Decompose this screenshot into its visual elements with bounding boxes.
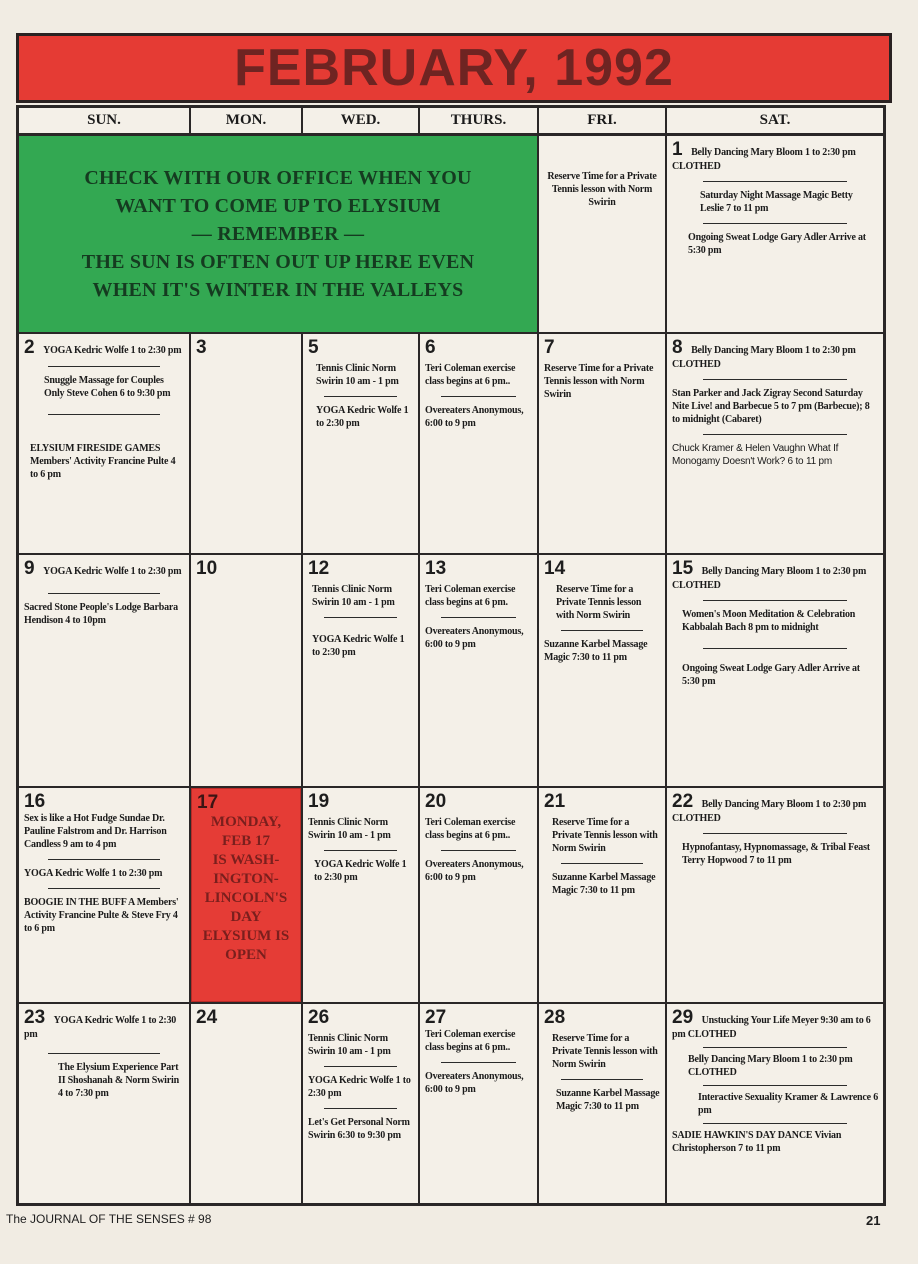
event: Reserve Time for a Private Tennis lesson with Norm Swirin: [552, 817, 658, 854]
event: Overeaters Anonymous, 6:00 to 9 pm: [425, 1071, 524, 1095]
event: Teri Coleman exercise class begins at 6 pm.: [425, 584, 516, 608]
event: Tennis Clinic Norm Swirin 10 am - 1 pm: [308, 817, 391, 841]
divider: [703, 648, 847, 650]
event: Women's Moon Meditation & Celebration Kabbalah Bach 8 pm to midnight: [682, 609, 856, 633]
event: Belly Dancing Mary Bloom 1 to 2:30 pm CLOTHED: [672, 566, 867, 591]
day-header-sun: SUN.: [19, 108, 191, 136]
day-cell-24: [191, 1004, 303, 1203]
day-number: 3: [196, 337, 207, 358]
notice-line: THE SUN IS OFTEN OUT UP HERE EVEN: [81, 251, 475, 273]
day-cell-14: [539, 555, 667, 788]
event: Interactive Sexuality Kramer & Lawrence 6 pm: [698, 1092, 878, 1116]
divider: [48, 366, 160, 368]
divider: [48, 888, 160, 890]
day-header-sat: SAT.: [667, 108, 883, 136]
event: Tennis Clinic Norm Swirin 10 am - 1 pm: [316, 363, 399, 387]
event: Ongoing Sweat Lodge Gary Adler Arrive at 5:30 pm: [688, 232, 866, 256]
day-number: 13: [425, 558, 447, 579]
divider: [48, 1053, 160, 1055]
divider: [703, 223, 847, 225]
day-number: 8: [672, 337, 683, 358]
day-cell-19: [303, 788, 420, 1004]
divider: [441, 396, 516, 398]
divider: [703, 833, 847, 835]
event: Suzanne Karbel Massage Magic 7:30 to 11 pm: [544, 639, 648, 663]
divider: [703, 181, 847, 183]
divider: [703, 379, 847, 381]
divider: [561, 1079, 642, 1081]
divider: [441, 850, 516, 852]
notice-line: — REMEMBER —: [191, 223, 365, 245]
notice-line: CHECK WITH OUR OFFICE WHEN YOU: [84, 167, 472, 189]
holiday-line: OPEN: [225, 947, 267, 963]
holiday-line: LINCOLN'S: [204, 890, 288, 906]
day-number: 29: [672, 1007, 694, 1028]
event: Overeaters Anonymous, 6:00 to 9 pm: [425, 859, 524, 883]
event: Chuck Kramer & Helen Vaughn What If Monogamy Doesn't Work? 6 to 11 pm: [672, 443, 839, 467]
day-number: 15: [672, 558, 694, 579]
day-number: 27: [425, 1007, 447, 1028]
event: Teri Coleman exercise class begins at 6 pm..: [425, 817, 516, 841]
day-number: 6: [425, 337, 436, 358]
day-cell-9: [19, 555, 191, 788]
event: YOGA Kedric Wolfe 1 to 2:30 pm: [24, 1015, 177, 1040]
divider: [48, 414, 160, 416]
day-cell-28: [539, 1004, 667, 1203]
event: Reserve Time for a Private Tennis lesson with Norm Swirin: [556, 584, 642, 621]
month-banner: [16, 33, 892, 103]
event: YOGA Kedric Wolfe 1 to 2:30 pm: [314, 859, 407, 883]
event: Let's Get Personal Norm Swirin 6:30 to 9:30 pm: [308, 1117, 410, 1141]
day-cell-20: [420, 788, 539, 1004]
event: Suzanne Karbel Massage Magic 7:30 to 11 pm: [552, 872, 656, 896]
event: Sacred Stone People's Lodge Barbara Hendison 4 to 10pm: [24, 602, 178, 626]
event: YOGA Kedric Wolfe 1 to 2:30 pm: [43, 566, 182, 577]
day-number: 7: [544, 337, 555, 358]
day-cell-16: [19, 788, 191, 1004]
day-cell-29: [667, 1004, 883, 1203]
event: Reserve Time for a Private Tennis lesson with Norm Swirin: [552, 1033, 658, 1070]
event: Teri Coleman exercise class begins at 6 pm..: [425, 363, 516, 387]
day-number: 10: [196, 558, 218, 579]
event: ELYSIUM FIRESIDE GAMES Members' Activity Francine Pulte 4 to 6 pm: [30, 443, 176, 480]
holiday-line: IS WASH-: [212, 852, 280, 868]
day-number: 14: [544, 558, 566, 579]
divider: [561, 863, 642, 865]
page-number: 21: [866, 1213, 881, 1228]
divider: [441, 617, 516, 619]
day-number: 24: [196, 1007, 218, 1028]
day-number: 16: [24, 791, 46, 812]
divider: [703, 1085, 847, 1087]
notice-box: [19, 136, 539, 334]
day-cell-22: [667, 788, 883, 1004]
event: Saturday Night Massage Magic Betty Leslie 7 to 11 pm: [700, 190, 853, 214]
event: YOGA Kedric Wolfe 1 to 2:30 pm: [316, 405, 409, 429]
day-number: 22: [672, 791, 694, 812]
event: Reserve Time for a Private Tennis lesson with Norm Swirin: [544, 363, 654, 400]
event: Belly Dancing Mary Bloom 1 to 2:30 pm CLOTHED: [672, 345, 856, 370]
day-header-fri: FRI.: [539, 108, 667, 136]
event: Hypnofantasy, Hypnomassage, & Tribal Feast Terry Hopwood 7 to 11 pm: [682, 842, 870, 866]
divider: [561, 630, 642, 632]
divider: [324, 1066, 398, 1068]
event: Belly Dancing Mary Bloom 1 to 2:30 pm CLOTHED: [672, 147, 856, 172]
calendar-grid: [16, 105, 886, 1206]
day-number: 28: [544, 1007, 566, 1028]
divider: [703, 1123, 847, 1125]
day-cell-3: [191, 334, 303, 555]
event: Stan Parker and Jack Zigray Second Saturday Nite Live! and Barbecue 5 to 7 pm (Barbecue); 8 to midnight (Cabaret): [672, 388, 870, 425]
event: Sex is like a Hot Fudge Sundae Dr. Pauline Falstrom and Dr. Harrison Candless 9 am to 4 pm: [24, 813, 167, 850]
event: Teri Coleman exercise class begins at 6 pm..: [425, 1029, 516, 1053]
divider: [48, 593, 160, 595]
day-cell-15: [667, 555, 883, 788]
day-number: 5: [308, 337, 319, 358]
event: Belly Dancing Mary Bloom 1 to 2:30 pm CLOTHED: [688, 1054, 853, 1078]
day-cell-21: [539, 788, 667, 1004]
event: Overeaters Anonymous, 6:00 to 9 pm: [425, 405, 524, 429]
day-number: 21: [544, 791, 566, 812]
divider: [324, 617, 398, 619]
day-number: 20: [425, 791, 447, 812]
notice-line: WANT TO COME UP TO ELYSIUM: [115, 195, 441, 217]
day-cell-13: [420, 555, 539, 788]
divider: [441, 1062, 516, 1064]
event: Ongoing Sweat Lodge Gary Adler Arrive at 5:30 pm: [682, 663, 860, 687]
day-number: 9: [24, 558, 35, 579]
day-cell-8: [667, 334, 883, 555]
divider: [48, 859, 160, 861]
holiday-line: DAY: [230, 909, 262, 925]
event: The Elysium Experience Part II Shoshanah & Norm Swirin 4 to 7:30 pm: [58, 1062, 179, 1099]
day-header-mon: MON.: [191, 108, 303, 136]
event: SADIE HAWKIN'S DAY DANCE Vivian Christopherson 7 to 11 pm: [672, 1130, 842, 1154]
event: Overeaters Anonymous, 6:00 to 9 pm: [425, 626, 524, 650]
day-number: 1: [672, 139, 683, 160]
divider: [324, 1108, 398, 1110]
event: Belly Dancing Mary Bloom 1 to 2:30 pm CLOTHED: [672, 799, 867, 824]
journal-footer: The JOURNAL OF THE SENSES # 98: [6, 1212, 212, 1226]
day-number: 17: [197, 792, 219, 813]
day-cell-17: [191, 788, 303, 1004]
day-header-wed: WED.: [303, 108, 420, 136]
holiday-line: FEB 17: [222, 833, 270, 849]
day-cell-fri-w1: [539, 136, 667, 334]
event: BOOGIE IN THE BUFF A Members' Activity Francine Pulte & Steve Fry 4 to 6 pm: [24, 897, 179, 934]
event: Unstucking Your Life Meyer 9:30 am to 6 pm CLOTHED: [672, 1015, 871, 1040]
event: YOGA Kedric Wolfe 1 to 2:30 pm: [24, 868, 163, 879]
day-number: 23: [24, 1007, 46, 1028]
day-cell-6: [420, 334, 539, 555]
holiday-line: MONDAY,: [210, 814, 282, 830]
event: Suzanne Karbel Massage Magic 7:30 to 11 pm: [556, 1088, 660, 1112]
holiday-box: [191, 788, 301, 1002]
divider: [324, 396, 398, 398]
day-cell-12: [303, 555, 420, 788]
divider: [703, 1047, 847, 1049]
page-title: FEBRUARY, 1992: [234, 39, 674, 97]
event: YOGA Kedric Wolfe 1 to 2:30 pm: [43, 345, 182, 356]
day-cell-26: [303, 1004, 420, 1203]
event: Tennis Clinic Norm Swirin 10 am - 1 pm: [312, 584, 395, 608]
divider: [324, 850, 398, 852]
event: YOGA Kedric Wolfe 1 to 2:30 pm: [308, 1075, 411, 1099]
day-cell-10: [191, 555, 303, 788]
divider: [703, 600, 847, 602]
day-cell-1: [667, 136, 883, 334]
day-cell-23: [19, 1004, 191, 1203]
day-cell-7: [539, 334, 667, 555]
day-cell-27: [420, 1004, 539, 1203]
event: Tennis Clinic Norm Swirin 10 am - 1 pm: [308, 1033, 391, 1057]
event: Reserve Time for a Private Tennis lesson with Norm Swirin: [547, 171, 657, 208]
day-cell-2: [19, 334, 191, 555]
day-cell-5: [303, 334, 420, 555]
event: Snuggle Massage for Couples Only Steve Cohen 6 to 9:30 pm: [44, 375, 171, 399]
day-number: 2: [24, 337, 35, 358]
day-header-thurs: THURS.: [420, 108, 539, 136]
event: YOGA Kedric Wolfe 1 to 2:30 pm: [312, 634, 405, 658]
notice-line: WHEN IT'S WINTER IN THE VALLEYS: [92, 279, 464, 301]
holiday-line: ELYSIUM IS: [202, 928, 290, 944]
day-number: 26: [308, 1007, 330, 1028]
holiday-line: INGTON-: [213, 871, 279, 887]
divider: [703, 434, 847, 436]
day-number: 12: [308, 558, 330, 579]
day-number: 19: [308, 791, 330, 812]
